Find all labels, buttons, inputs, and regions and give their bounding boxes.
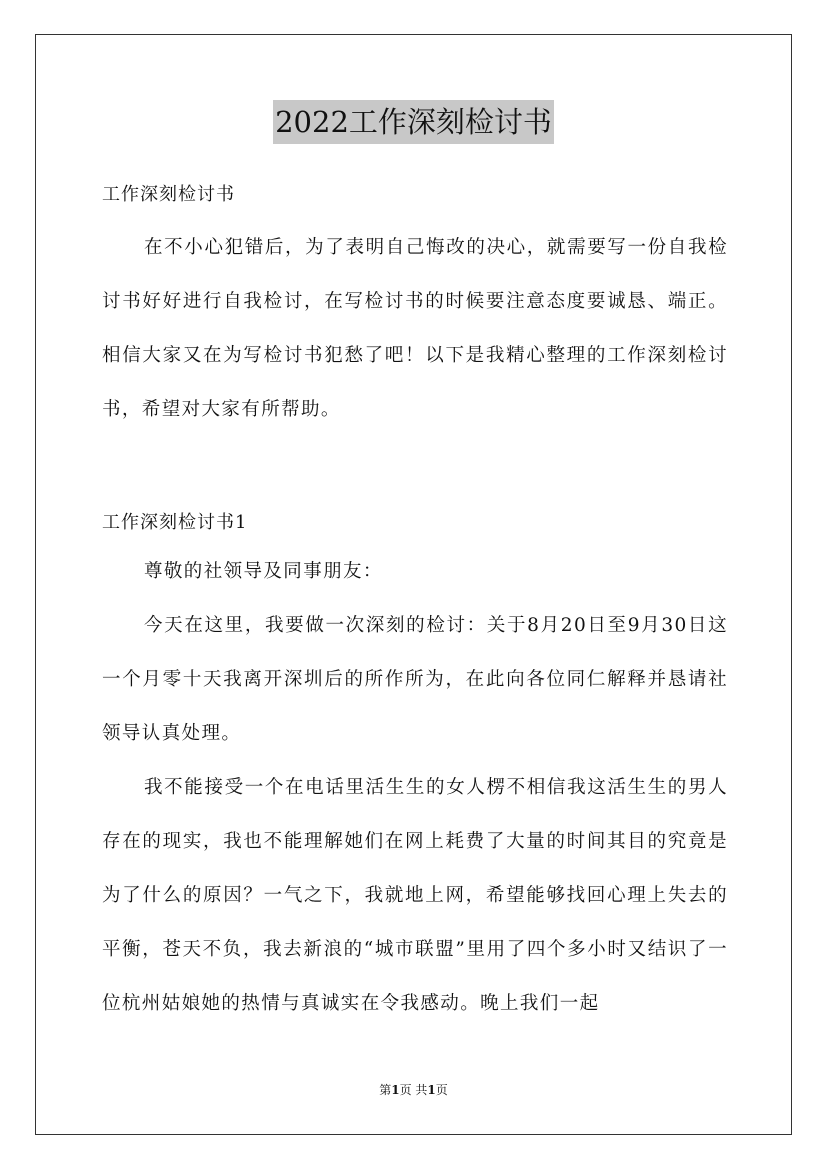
footer-mid: 页 共: [399, 1083, 428, 1097]
footer-suffix: 页: [435, 1083, 448, 1097]
document-title: 2022工作深刻检讨书: [273, 100, 554, 144]
salutation: 尊敬的社领导及同事朋友：: [144, 561, 383, 582]
intro-heading: 工作深刻检讨书: [102, 184, 235, 205]
footer-total-pages: 1: [427, 1083, 436, 1097]
paragraph-2: 我不能接受一个在电话里活生生的女人楞不相信我这活生生的男人存在的现实，我也不能理解她们在网上耗费了大量的时间其目的究竟是为了什么的原因？一气之下，我就地上网，希望能够找回心理上失去的平衡，苍天不负，我去新浪的“城市联盟”里用了四个多小时又结识了一位杭州姑娘她的热情与真诚实在令我感动。晚上我们一起: [102, 777, 728, 1014]
footer-prefix: 第: [379, 1083, 392, 1097]
section-heading: 工作深刻检讨书1: [102, 512, 248, 533]
footer-current-page: 1: [391, 1083, 400, 1097]
paragraph-1: 今天在这里，我要做一次深刻的检讨：关于8月20日至9月30日这一个月零十天我离开深圳后的所作所为，在此向各位同仁解释并恳请社领导认真处理。: [102, 615, 728, 744]
intro-paragraph: 在不小心犯错后，为了表明自己悔改的决心，就需要写一份自我检讨书好好进行自我检讨，在写检讨书的时候要注意态度要诚恳、端正。相信大家又在为写检讨书犯愁了吧！以下是我精心整理的工作深刻检讨书，希望对大家有所帮助。: [102, 237, 728, 420]
title-container: [0, 100, 827, 144]
page-footer: [0, 1081, 827, 1098]
